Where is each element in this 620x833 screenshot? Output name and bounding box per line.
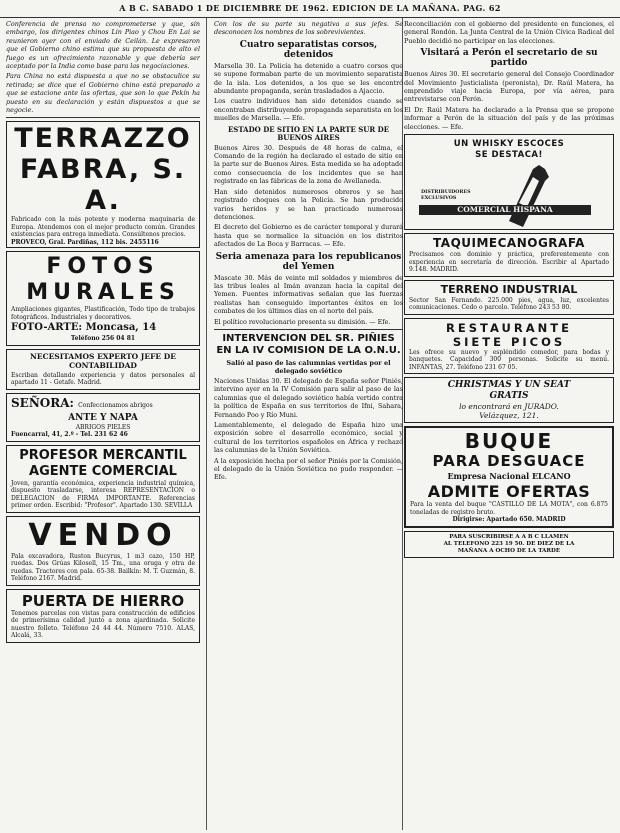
ad-distributor-label: DISTRIBUIDORES EXCLUSIVOS xyxy=(421,189,471,202)
ad-title: SE DESTACA! xyxy=(475,150,543,161)
column-right xyxy=(404,20,614,561)
ad-body: Ampliaciones gigantes, Plastificación, Todo tipo de trabajos fotográficos. Industriales y decorativos. xyxy=(11,306,195,321)
ad-name: FOTO-ARTE: Moncasa, 14 xyxy=(11,322,157,334)
ad-phone: Teléfono 256 04 81 xyxy=(70,335,136,343)
ad-title: PARA DESGUACE xyxy=(432,452,586,471)
ad-title: BUQUE xyxy=(464,429,554,454)
ad-whisky xyxy=(404,134,614,230)
article-text: A la exposición hecha por el señor Piniés por la Comisión, el delegado de la Unión Soviética no pudo responder. — Efe. xyxy=(214,456,403,482)
ad-footer: PROVECO, Gral. Pardiñas, 112 bis. 2455116 xyxy=(11,238,159,246)
ad-name: ANTE Y NAPA xyxy=(68,412,138,423)
ad-vendo xyxy=(6,516,200,586)
ad-body: Les ofrece su nuevo y espléndido comedor, para bodas y banquetes. Capacidad 300 personas. Solicite su menú. INFANTAS, 27. Teléfono 231 67 05. xyxy=(409,348,609,371)
ad-title: SIETE PICOS xyxy=(452,334,566,349)
headline-onu: INTERVENCION DEL SR. PIÑIES EN LA IV COMISION DE LA O.N.U. xyxy=(216,332,401,356)
ad-title: VENDO xyxy=(28,517,178,553)
ad-title: CHRISTMAS Y UN SEAT xyxy=(447,380,571,391)
ad-company: Empresa Nacional ELCANO xyxy=(447,471,571,482)
article-text: El político revolucionario presenta su dimisión. — Efe. xyxy=(214,317,391,326)
ad-contact: Dirigirse: Apartado 650. MADRID xyxy=(452,516,566,524)
ad-body: Escriban detallando experiencia y datos personales al apartado 11 - Getafe. Madrid. xyxy=(11,371,195,387)
ad-title: GRATIS xyxy=(489,391,529,402)
article-text: Lamentablemente, el delegado de España hizo una exposición sobre el desarrollo económico, social y cultural de los territorios españoles en África y rechazó las calumnias de la Unión Soviética. xyxy=(214,421,403,455)
ad-body: Fabricado con la más potente y moderna maquinaria de Europa. Atendemos con el mejor producto común. Grandes existencias para entrega inmediata. Consúltenos precios. xyxy=(11,216,195,239)
column-middle xyxy=(214,20,403,484)
ad-title: TERRENO INDUSTRIAL xyxy=(440,282,578,296)
ad-contabilidad xyxy=(6,349,200,390)
ad-text: PARA SUSCRIBIRSE A A B C LLAMEN xyxy=(449,533,569,540)
ad-title: TAQUIMECANOGRAFA xyxy=(433,236,585,251)
subheadline-onu: Salió al paso de las calumnias vertidas por el delegado soviético xyxy=(226,358,391,375)
ad-title: MURALES xyxy=(26,280,180,306)
ad-text: lo encontrará en JURADO. xyxy=(459,402,559,412)
ad-restaurante xyxy=(404,318,614,375)
article-text: Con los de su parte su negativa a sus jefes. Se desconocen los nombres de los sobrevivientes. xyxy=(214,20,403,37)
ad-text: AL TELEFONO 223 19 50. DE DIEZ DE LA xyxy=(443,540,575,547)
ad-title: ADMITE OFERTAS xyxy=(427,482,591,502)
ad-brand: COMERCIAL HISPANA xyxy=(419,205,591,215)
ad-body: Joven, garantía económica, experiencia industrial química, dispuesto trasladarse, interesa REPRESENTACION o DELEGACION de FIRMA IMPORTANTE. Referencias primer orden. Escribid: "Profesor". Apartado 130. SEVILLA xyxy=(11,479,195,510)
headline-buenos-aires: ESTADO DE SITIO EN LA PARTE SUR DE BUENOS AIRES xyxy=(227,124,390,142)
ad-text: MAÑANA A OCHO DE LA TARDE xyxy=(457,547,561,554)
ad-title: PUERTA DE HIERRO xyxy=(21,591,185,610)
ad-christmas xyxy=(404,377,614,423)
ad-senora xyxy=(6,393,200,442)
divider xyxy=(214,329,403,330)
ad-profesor xyxy=(6,445,200,513)
divider xyxy=(6,117,200,118)
ad-puerta-de-hierro xyxy=(6,589,200,643)
ad-sub: ABRIGOS PIELES xyxy=(75,423,131,431)
ad-title: FOTOS xyxy=(46,254,160,280)
article-text: Los cuatro individuos han sido detenidos cuando se encontraban distribuyendo propaganda separatista en los muelles de Marsella. — Efe. xyxy=(214,97,403,123)
ad-suscribirse xyxy=(404,531,614,558)
article-text: Conferencia de prensa no comprometerse y que, sin embargo, los dirigentes chinos Lin Piao y Chou En Lai se reunieron ayer con el enviado de Ceilán. Le expresaron que el Gobierno chino estima que su propuesta de alto el fuego es un ofrecimiento razonable y que debería ser aceptado por la India como base para las negociaciones. xyxy=(6,20,200,71)
ad-body: Precisamos con dominio y práctica, preferentemente con experiencia en secretaría de dirección. Escribir al Apartado 9.148. MADRID. xyxy=(409,251,609,274)
article-text: Marsella 30. La Policía ha detenido a cuatro corsos que se supone formaban parte de un movimiento separatista de la isla. Los detenidos, a los que se les encontró abundante propaganda, serán trasladados a Ajaccio. xyxy=(214,61,403,96)
ad-body: Sector San Fernando. 225.000 pies, agua, luz, excelentes comunicaciones. Cedo o parcelo. Teléfono 243 53 80. xyxy=(409,296,609,312)
article-text: Naciones Unidas 30. El delegado de España señor Piniés, intervino ayer en la IV Comisión para salir al paso de las calumnias que el delegado soviético había vertido contra la política de España en sus territorios de Ifni, Sahara, Fernando Poo y Río Muni. xyxy=(214,376,403,419)
article-text: Para China no está dispuesta a que no se obstaculice su retirada; se dice que el Gobierno chino está preparado a que se estacione ante las ofertas, que son lo que Pekín ha puesto en su declaración y están dispuestos a que se negocie. xyxy=(6,72,200,115)
whisky-bottle-icon xyxy=(505,163,553,229)
ad-body: Pala excavadora, Ruston Bucyrus, 1 m3 cazo, 150 HP, ruedas. Dos Grúas Kilosell, 15 Tm., una oruga y otra de ruedas. Tractores con pala. 65-38. Bailkín: M. T. Guzmán, 8. Teléfono 2167. Madrid. xyxy=(11,552,195,583)
headline-peron: Visitará a Perón el secretario de su partido xyxy=(420,48,598,69)
article-text: El decreto del Gobierno es de carácter temporal y durará hasta que se normalice la situación en los distritos afectados de La Boca y Barracas. — Efe. xyxy=(214,223,403,249)
ad-fotos-murales xyxy=(6,251,200,346)
article-text: Reconciliación con el gobierno del presidente en funciones, el general Rondón. La Junta Central de la Unión Cívica Radical del Pueblo decidió no participar en las elecciones. xyxy=(404,20,614,45)
ad-title: SEÑORA: xyxy=(11,395,74,410)
column-rule xyxy=(206,18,207,830)
ad-address: Velázquez, 121. xyxy=(479,411,539,421)
ad-text: Confeccionamos abrigos xyxy=(78,401,153,409)
page-header: A B C. SABADO 1 DE DICIEMBRE DE 1962. EDICION DE LA MAÑANA. PAG. 62 xyxy=(0,0,620,18)
column-left xyxy=(6,20,200,646)
headline-yemen: Seria amenaza para los republicanos del Yemen xyxy=(215,251,402,272)
article-text: El Dr. Raúl Matera ha declarado a la Prensa que se propone informar a Perón de la situación del país y de las próximas elecciones. — Efe. xyxy=(404,105,614,131)
ad-title: RESTAURANTE xyxy=(446,320,572,335)
headline-corsos: Cuatro separatistas corsos, detenidos xyxy=(239,39,378,60)
ad-terreno-industrial xyxy=(404,280,614,315)
article-text: Han sido detenidos numerosos obreros y se han registrado choques con la Policía. Se han producido varios heridos y se han practicado numerosas detenciones. xyxy=(214,187,403,221)
ad-body: Tenemos parcelas con vistas para construcción de edificios de primerísima calidad junto a zona ajardinada. Solicite nuestro folleto. Teléfono 24 44 44. Número 7510. ALAS, Alcalá, 33. xyxy=(11,609,195,640)
article-text: Buenos Aires 30. El secretario general del Consejo Coordinador del Movimiento Justicialista (peronista), Dr. Raúl Matera, ha emprendido viaje hacia Europa, por vía aérea, para entrevistarse con Perón. xyxy=(404,70,614,104)
ad-title: FABRA, S. A. xyxy=(19,154,187,217)
ad-title: AGENTE COMERCIAL xyxy=(29,463,177,479)
ad-buque xyxy=(404,426,614,528)
ad-address: Fuencarral, 41, 2.º - Tel. 231 62 46 xyxy=(11,431,128,439)
ad-title: TERRAZZO xyxy=(14,123,192,155)
ad-terrazzo xyxy=(6,121,200,248)
article-text: Buenos Aires 30. Después de 48 horas de calma, el Comando de la región ha declarado el estado de sitio en la parte sur de Buenos Aires. Esta medida se ha adoptado como consecuencia de los incidentes que se han registrado en las fábricas de la zona de Avellaneda. xyxy=(214,143,403,186)
article-text: Mascate 30. Más de veinte mil soldados y miembros de las tribus leales al Imán avanzan hacia la capital del Yemen. Fuentes informativas señalan que las fuerzas realistas han conseguido importantes éxitos en los combates de los últimos días en el norte del país. xyxy=(214,273,403,316)
ad-taquimecanografa xyxy=(404,233,614,277)
ad-body: Para la venta del buque "CASTILLO DE LA MOTA", con 6.875 toneladas de registro bruto. xyxy=(410,501,608,516)
ad-title: NECESITAMOS EXPERTO JEFE DE CONTABILIDAD xyxy=(30,351,176,370)
ad-title: UN WHISKY ESCOCES xyxy=(453,139,565,150)
ad-title: PROFESOR MERCANTIL xyxy=(19,447,187,463)
